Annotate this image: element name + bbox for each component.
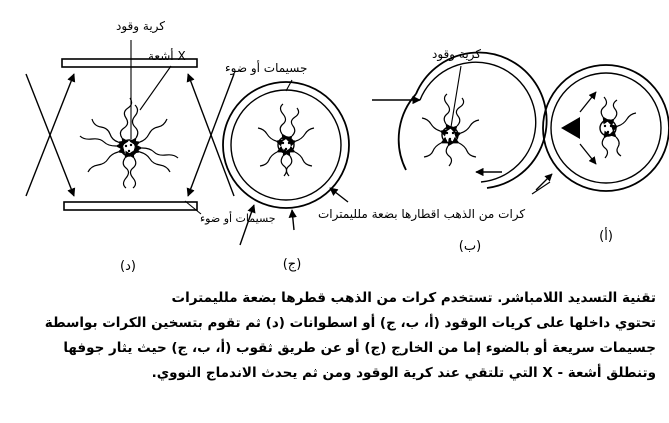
label-d-fuel-pellet: كرية وقود: [116, 19, 165, 33]
laser-entrance-cone: [561, 117, 580, 139]
caption-line-1: تقنية التسديد اللامباشر. تستخدم كرات من الذهب قطرها بضعة ملليمترات: [171, 290, 656, 306]
panel-b-sphere: [372, 47, 547, 188]
label-b-fuel-pellet: كرية وقود: [432, 47, 481, 61]
label-d-particles: جسيمات أو ضوء: [200, 212, 276, 225]
cylinder-bottom-wall: [64, 202, 197, 210]
panel-label-a: (أ): [599, 229, 613, 244]
panel-d-cylinder: [26, 19, 276, 225]
panel-label-d: (د): [120, 259, 136, 274]
gold-sphere-b-inner: [420, 62, 536, 182]
caption: [36, 286, 656, 386]
fuel-pellet-a: [600, 120, 616, 136]
fuel-pellet-d: [121, 140, 137, 156]
gold-sphere-c-inner: [231, 90, 341, 200]
label-gold-sphere: كرات من الذهب اقطارها بضعة ملليمترات: [318, 207, 526, 221]
gold-sphere-b-outer: [416, 53, 547, 188]
gold-sphere-c-outer: [223, 82, 349, 208]
panel-label-c: (ج): [282, 257, 302, 272]
panel-a-sphere: [536, 65, 669, 191]
caption-line-2: تحتوي داخلها على كريات الوقود (أ، ب، ج) أو اسطوانات (د) ثم تقوم بتسخين الكرات بواسطة: [44, 315, 656, 331]
panel-label-b: (ب): [458, 239, 482, 254]
caption-line-3: جسيمات سريعة أو بالضوء إما من الخارج (ج) أو عن طريق ثقوب (أ، ب، ج) حيث يثار جوفها: [63, 340, 656, 356]
label-d-xray: أشعة X: [148, 49, 186, 63]
fuel-pellet-c: [278, 137, 294, 153]
caption-line-4: وتنطلق أشعة - X التي تلتقي عند كرية الوقود ومن ثم يحدث الاندماج النووي.: [151, 365, 656, 381]
fuel-pellet-b: [442, 127, 458, 143]
label-c-particles: جسيمات أو ضوء: [225, 61, 308, 75]
